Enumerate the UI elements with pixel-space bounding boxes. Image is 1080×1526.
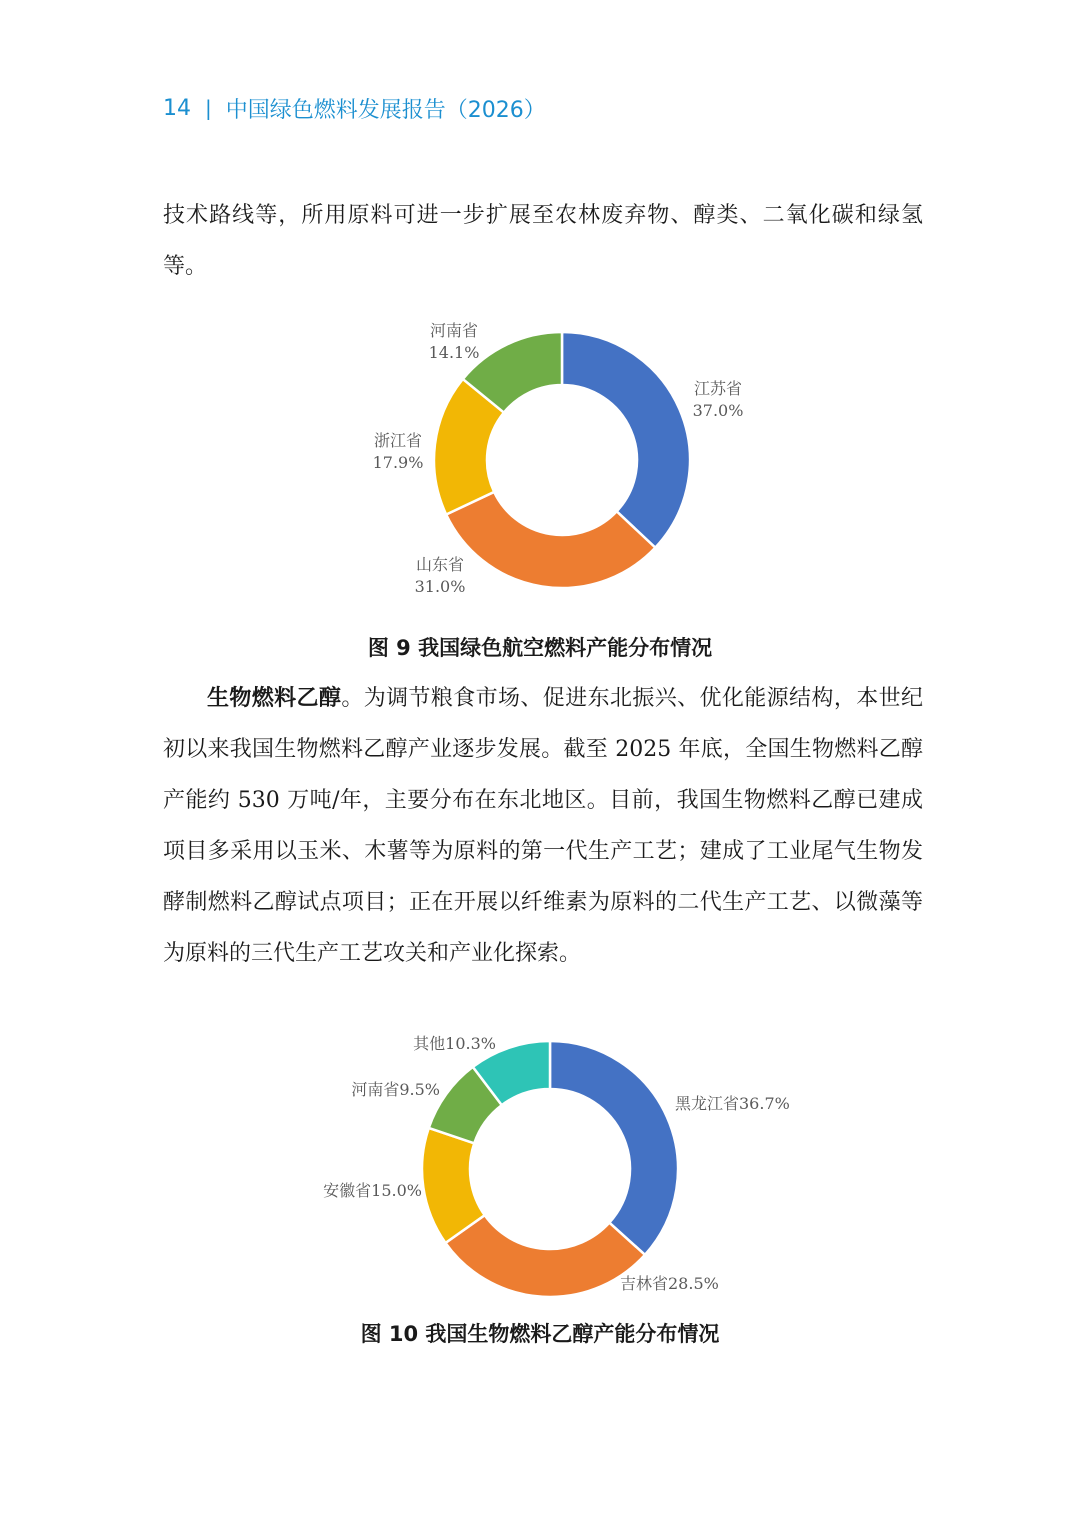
paragraph-text: 。为调节粮食市场、促进东北振兴、优化能源结构，本世纪初以来我国生物燃料乙醇产业逐步发展。截至 2025 年底，全国生物燃料乙醇产能约 530 万吨/年，主要分布在东北地区。目前，我国生物燃料乙醇已建成项目多采用以玉米、木薯等为原料的第一代生产工艺；建成了工业尾气生物发酵制燃料乙醇试点项目；正在开展以纤维素为原料的二代生产工艺、以微藻等为原料的三代生产工艺攻关和产业化探索。 <box>163 686 923 966</box>
donut-slice-1 <box>550 1041 678 1255</box>
body-paragraph-2 <box>163 673 923 979</box>
header-separator: | <box>205 96 212 120</box>
report-title: 中国绿色燃料发展报告（2026） <box>225 97 546 123</box>
slice-label-5: 其他10.3% <box>413 1034 496 1053</box>
slice-label-3: 浙江省 17.9% <box>372 431 424 472</box>
slice-label-4: 河南省9.5% <box>351 1080 440 1099</box>
page-number: 14 <box>163 95 191 121</box>
donut-chart-aviation-fuel <box>300 310 780 610</box>
slice-label-1: 江苏省 37.0% <box>692 379 744 420</box>
slice-label-2: 山东省 31.0% <box>414 555 466 596</box>
slice-label-1: 黑龙江省36.7% <box>675 1094 790 1113</box>
donut-slice-2 <box>446 1215 645 1297</box>
page-header <box>163 88 546 128</box>
slice-label-2: 吉林省28.5% <box>620 1274 719 1293</box>
figure-10-caption: 图 10 我国生物燃料乙醇产能分布情况 <box>360 1322 720 1346</box>
paragraph-bold-lead: 生物燃料乙醇 <box>207 686 342 711</box>
slice-label-4: 河南省 14.1% <box>428 321 480 362</box>
donut-slice-1 <box>562 332 690 548</box>
figure-9-caption: 图 9 我国绿色航空燃料产能分布情况 <box>367 636 713 660</box>
donut-chart-ethanol <box>290 1025 810 1305</box>
slice-label-3: 安徽省15.0% <box>323 1181 422 1200</box>
body-paragraph-1: 技术路线等，所用原料可进一步扩展至农林废弃物、醇类、二氧化碳和绿氢等。 <box>163 203 923 279</box>
